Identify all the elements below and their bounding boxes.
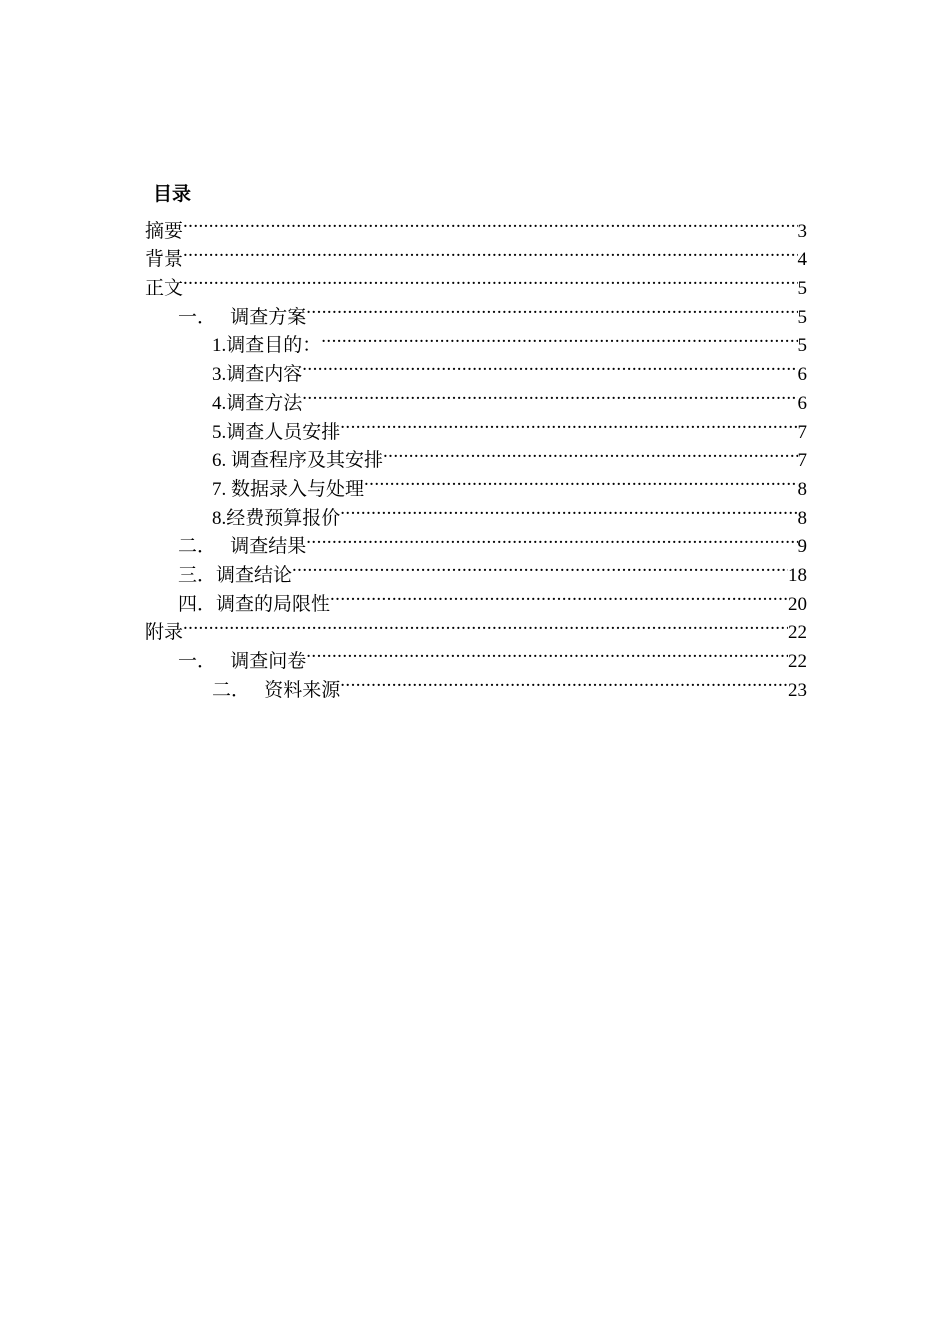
dot-leader (340, 409, 797, 438)
toc-entry-page: 7 (797, 450, 807, 472)
toc-entry-page: 3 (797, 220, 807, 242)
toc-entry-label: 4.调查方法 (212, 392, 303, 414)
toc-entry-label: 四．调查的局限性 (178, 593, 331, 615)
toc-entry[interactable] (145, 208, 807, 242)
toc-entry-page: 5 (797, 278, 807, 300)
dot-leader (306, 638, 788, 667)
toc-entry-page: 9 (797, 536, 807, 558)
toc-entry-page: 6 (797, 364, 807, 386)
toc-entry-label: 6. 调查程序及其安排 (212, 450, 384, 472)
toc-entry-page: 23 (788, 679, 807, 701)
toc-entry-label: 背景 (145, 249, 184, 271)
dot-leader (183, 208, 797, 237)
toc-entry-label: 二． 调查结果 (178, 536, 307, 558)
dot-leader (383, 438, 797, 467)
toc-entry-label: 5.调查人员安排 (212, 421, 341, 443)
toc-entry-label: 正文 (145, 278, 184, 300)
toc-entry-page: 4 (797, 249, 807, 271)
toc-entry-label: 附录 (145, 622, 184, 644)
toc-entry-label: 二． 资料来源 (212, 679, 341, 701)
toc-entry-label: 一． 调查问卷 (178, 651, 307, 672)
dot-leader (292, 552, 788, 581)
dot-leader (306, 524, 797, 553)
toc-entry[interactable] (145, 294, 807, 328)
toc-entry-page: 7 (797, 421, 807, 443)
toc-entry-label: 7. 数据录入与处理 (212, 478, 365, 500)
toc-entry-label: 摘要 (145, 220, 184, 242)
dot-leader (330, 581, 788, 610)
dot-leader (183, 265, 797, 294)
table-of-contents (145, 208, 807, 701)
toc-entry-label: 8.经费预算报价 (212, 507, 341, 529)
dot-leader (364, 466, 797, 495)
toc-entry-page: 5 (797, 335, 807, 357)
toc-entry-label: 一． 调查方案 (178, 306, 307, 328)
toc-entry-page: 8 (797, 478, 807, 500)
toc-entry-label: 1.调查目的： (212, 335, 322, 357)
toc-entry-page: 8 (797, 507, 807, 529)
dot-leader (183, 237, 797, 266)
toc-entry-page: 5 (797, 306, 807, 328)
dot-leader (183, 610, 788, 639)
toc-entry-page: 6 (797, 392, 807, 414)
dot-leader (340, 495, 797, 524)
toc-entry-label: 三．调查结论 (178, 564, 293, 586)
toc-entry-page: 22 (788, 622, 807, 644)
dot-leader (340, 667, 788, 696)
toc-entry[interactable] (145, 610, 807, 644)
dot-leader (302, 380, 797, 409)
toc-entry-page: 22 (788, 651, 807, 672)
toc-entry[interactable] (145, 638, 807, 672)
dot-leader (302, 351, 797, 380)
dot-leader (321, 323, 797, 352)
toc-title: 目录 (153, 183, 192, 205)
toc-entry-label: 3.调查内容 (212, 364, 303, 386)
toc-entry[interactable] (145, 237, 807, 271)
dot-leader (306, 294, 797, 323)
toc-entry-page: 20 (788, 593, 807, 615)
toc-entry[interactable] (145, 265, 807, 300)
toc-entry-page: 18 (788, 564, 807, 586)
